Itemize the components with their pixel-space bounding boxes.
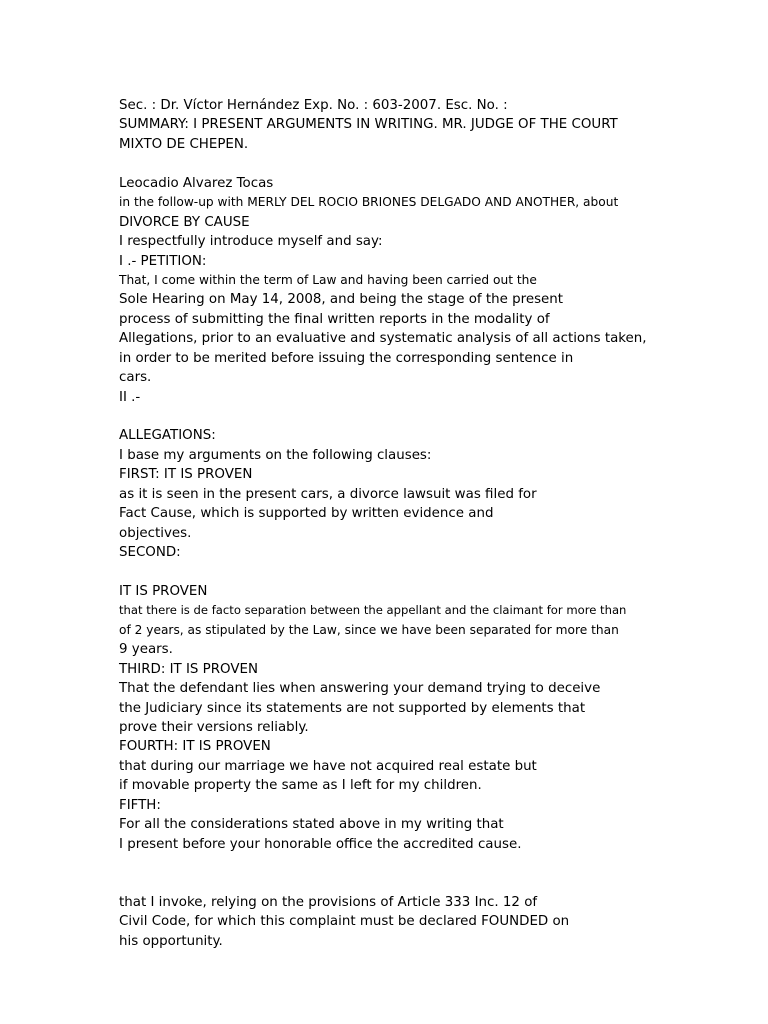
document-line: process of submitting the final written reports in the modality of	[119, 311, 550, 327]
document-line: SECOND:	[119, 545, 181, 561]
document-line: 9 years.	[119, 642, 173, 658]
document-line: objectives.	[119, 525, 192, 541]
document-line: SUMMARY: I PRESENT ARGUMENTS IN WRITING. MR. JUDGE OF THE COURT	[119, 117, 618, 133]
blank-line	[119, 154, 719, 173]
document-line: Allegations, prior to an evaluative and systematic analysis of all actions taken,	[119, 331, 647, 347]
blank-line	[119, 854, 719, 873]
document-line: prove their versions reliably.	[119, 720, 309, 735]
document-line: I .- PETITION:	[119, 253, 207, 269]
document-line: Sec. : Dr. Víctor Hernández Exp. No. : 603-2007. Esc. No. :	[119, 98, 508, 113]
document-line: FIRST: IT IS PROVEN	[119, 467, 253, 483]
document-line: IT IS PROVEN	[119, 583, 208, 599]
document-line: the Judiciary since its statements are not supported by elements that	[119, 700, 586, 716]
document-line: Sole Hearing on May 14, 2008, and being the stage of the present	[119, 292, 564, 308]
document-line: that during our marriage we have not acquired real estate but	[119, 758, 537, 774]
document-line: MIXTO DE CHEPEN.	[119, 136, 249, 152]
document-line: FOURTH: IT IS PROVEN	[119, 739, 271, 755]
document-line: For all the considerations stated above in my writing that	[119, 817, 504, 833]
document-line: I base my arguments on the following clauses:	[119, 447, 432, 463]
document-line: THIRD: IT IS PROVEN	[119, 661, 258, 677]
document-line: II .-	[119, 389, 141, 405]
document-line: that there is de facto separation between the appellant and the claimant for more than	[119, 603, 627, 618]
document-line: Leocadio Alvarez Tocas	[119, 175, 274, 191]
document-line: That, I come within the term of Law and having been carried out the	[119, 272, 537, 287]
document-line: I respectfully introduce myself and say:	[119, 234, 383, 250]
document-line: DIVORCE BY CAUSE	[119, 214, 250, 230]
document-line: That the defendant lies when answering your demand trying to deceive	[119, 681, 601, 697]
blank-line	[119, 563, 719, 582]
blank-line	[119, 874, 719, 893]
document-line: in the follow-up with MERLY DEL ROCIO BRIONES DELGADO AND ANOTHER, about	[119, 195, 619, 210]
document-line: as it is seen in the present cars, a divorce lawsuit was filed for	[119, 486, 537, 502]
document-line: cars.	[119, 370, 152, 386]
document-line: Fact Cause, which is supported by written evidence and	[119, 506, 494, 522]
document-line: Civil Code, for which this complaint must be declared FOUNDED on	[119, 914, 570, 930]
document-line: FIFTH:	[119, 797, 161, 813]
document-line: that I invoke, relying on the provisions of Article 333 Inc. 12 of	[119, 894, 538, 910]
document-body	[119, 96, 719, 951]
document-line: ALLEGATIONS:	[119, 428, 216, 444]
document-line: in order to be merited before issuing the corresponding sentence in	[119, 350, 574, 366]
document-line: his opportunity.	[119, 933, 223, 949]
document-line: I present before your honorable office the accredited cause.	[119, 836, 522, 852]
document-line: if movable property the same as I left for my children.	[119, 778, 482, 794]
document-line: of 2 years, as stipulated by the Law, since we have been separated for more than	[119, 622, 619, 637]
blank-line	[119, 407, 719, 426]
